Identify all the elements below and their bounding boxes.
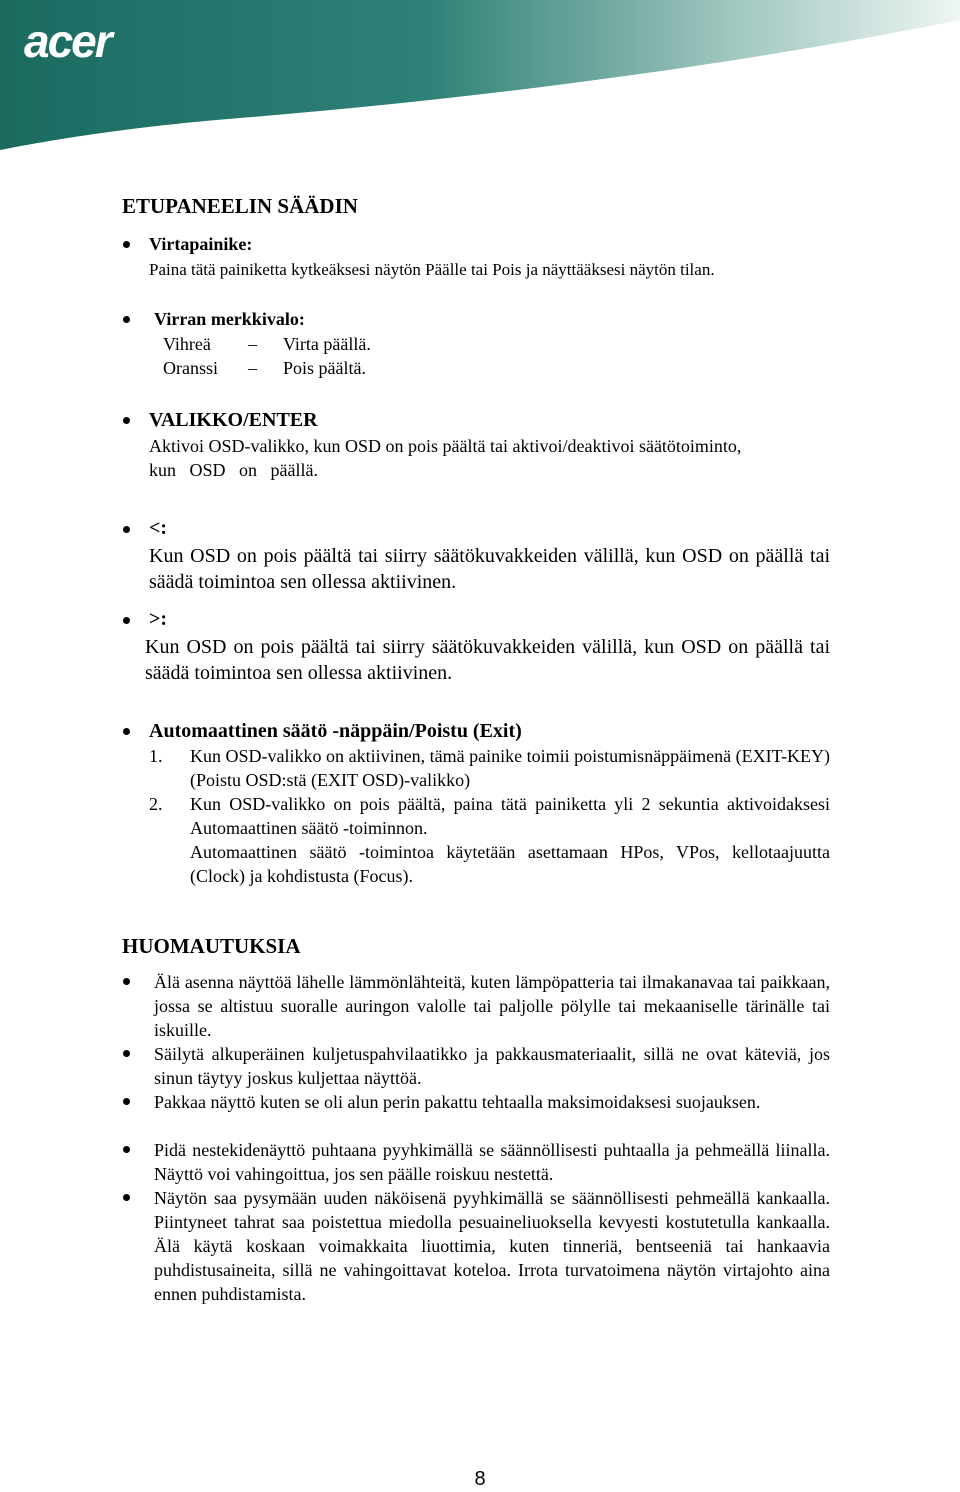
bullet-icon [123,526,130,533]
auto-item-number: 2. [149,794,163,814]
bullet-icon [123,1146,130,1153]
right-key-text: Kun OSD on pois päältä tai siirry säätökuvakkeiden välillä, kun OSD on päällä tai säädä toimintoa sen ollessa aktiivinen. [145,636,830,684]
auto-item-text: Kun OSD-valikko on aktiivinen, tämä painike toimii poistumisnäppäimenä (EXIT-KEY) (Poistu OSD:stä (EXIT OSD)-valikko) [190,746,830,790]
bullet-icon [123,1194,130,1201]
menu-enter-label: VALIKKO/ENTER [149,409,318,431]
page-number: 8 [474,1468,486,1490]
header-banner [0,0,960,160]
left-key-text: Kun OSD on pois päältä tai siirry säätökuvakkeiden välillä, kun OSD on päällä tai säädä toimintoa sen ollessa aktiivinen. [149,545,830,593]
auto-key-extra-text: Automaattinen säätö -toimintoa käytetään asettamaan HPos, VPos, kellotaajuutta (Clock) ja kohdistusta (Focus). [190,842,830,886]
power-button-text: Paina tätä painiketta kytkeäksesi näytön Päälle tai Pois ja näyttääksesi näytön tilan. [149,260,715,279]
left-key-label: <: [149,517,168,539]
note-item: Pidä nestekidenäyttö puhtaana pyyhkimällä se säännöllisesti puhtaalla ja pehmeällä liinalla. Näyttö voi vahingoittua, jos sen päälle roiskuu nestettä. [154,1140,830,1184]
led-row-green-dash: – [248,334,257,354]
bullet-icon [123,241,130,248]
note-item: Pakkaa näyttö kuten se oli alun perin pakattu tehtaalla maksimoidaksesi suojauksen. [154,1092,761,1112]
acer-logo: acer [24,15,111,67]
led-row-green-color: Vihreä [163,334,211,354]
power-led-label: Virran merkkivalo: [154,309,305,329]
led-row-orange-color: Oranssi [163,358,218,378]
note-item: Näytön saa pysymään uuden näköisenä pyyhkimällä se säännöllisesti pehmeällä kankaalla. Piintyneet tahrat saa poistettua miedolla pesuaineliuoksella kevyesti kostutetulla kankaalla. Älä käytä koskaan voimakkaita liuottimia, kuten tinneriä, bentseeniä tai hankaavia puhdistusaineita, sillä ne vahingoittavat koteloa. Irrota turvatoimena näytön virtajohto aina ennen puhdistamista. [154,1188,830,1304]
bullet-icon [123,1050,130,1057]
bullet-icon [123,728,130,735]
auto-item-text: Kun OSD-valikko on pois päältä, paina tätä painiketta yli 2 sekuntia aktivoidaksesi Automaattinen säätö -toiminnon. [190,794,830,838]
led-row-orange-dash: – [248,358,257,378]
right-key-label: >: [149,608,168,630]
section-title-notes: HUOMAUTUKSIA [122,934,301,958]
auto-item-number: 1. [149,746,163,766]
bullet-icon [123,978,130,985]
led-row-orange-state: Pois päältä. [283,358,366,378]
section-title-front-panel: ETUPANEELIN SÄÄDIN [122,194,358,218]
bullet-icon [123,417,130,424]
auto-key-label: Automaattinen säätö -näppäin/Poistu (Exit) [149,720,522,742]
bullet-icon [123,617,130,624]
note-item: Älä asenna näyttöä lähelle lämmönlähteitä, kuten lämpöpatteria tai ilmakanavaa tai paikkaan, jossa se altistuu suoralle auringon valolle tai paljolle pölylle tai mekaaniselle tärinälle tai iskuille. [154,972,830,1040]
note-item: Säilytä alkuperäinen kuljetuspahvilaatikko ja pakkausmateriaalit, sillä ne ovat käteviä, jos sinun täytyy joskus kuljettaa näyttöä. [154,1044,830,1088]
menu-enter-text-line2: kun OSD on päällä. [149,460,318,480]
led-row-green-state: Virta päällä. [283,334,371,354]
power-button-label: Virtapainike: [149,234,253,254]
bullet-icon [123,1098,130,1105]
menu-enter-text-line1: Aktivoi OSD-valikko, kun OSD on pois päältä tai aktivoi/deaktivoi säätötoiminto, [149,436,742,456]
bullet-icon [123,316,130,323]
